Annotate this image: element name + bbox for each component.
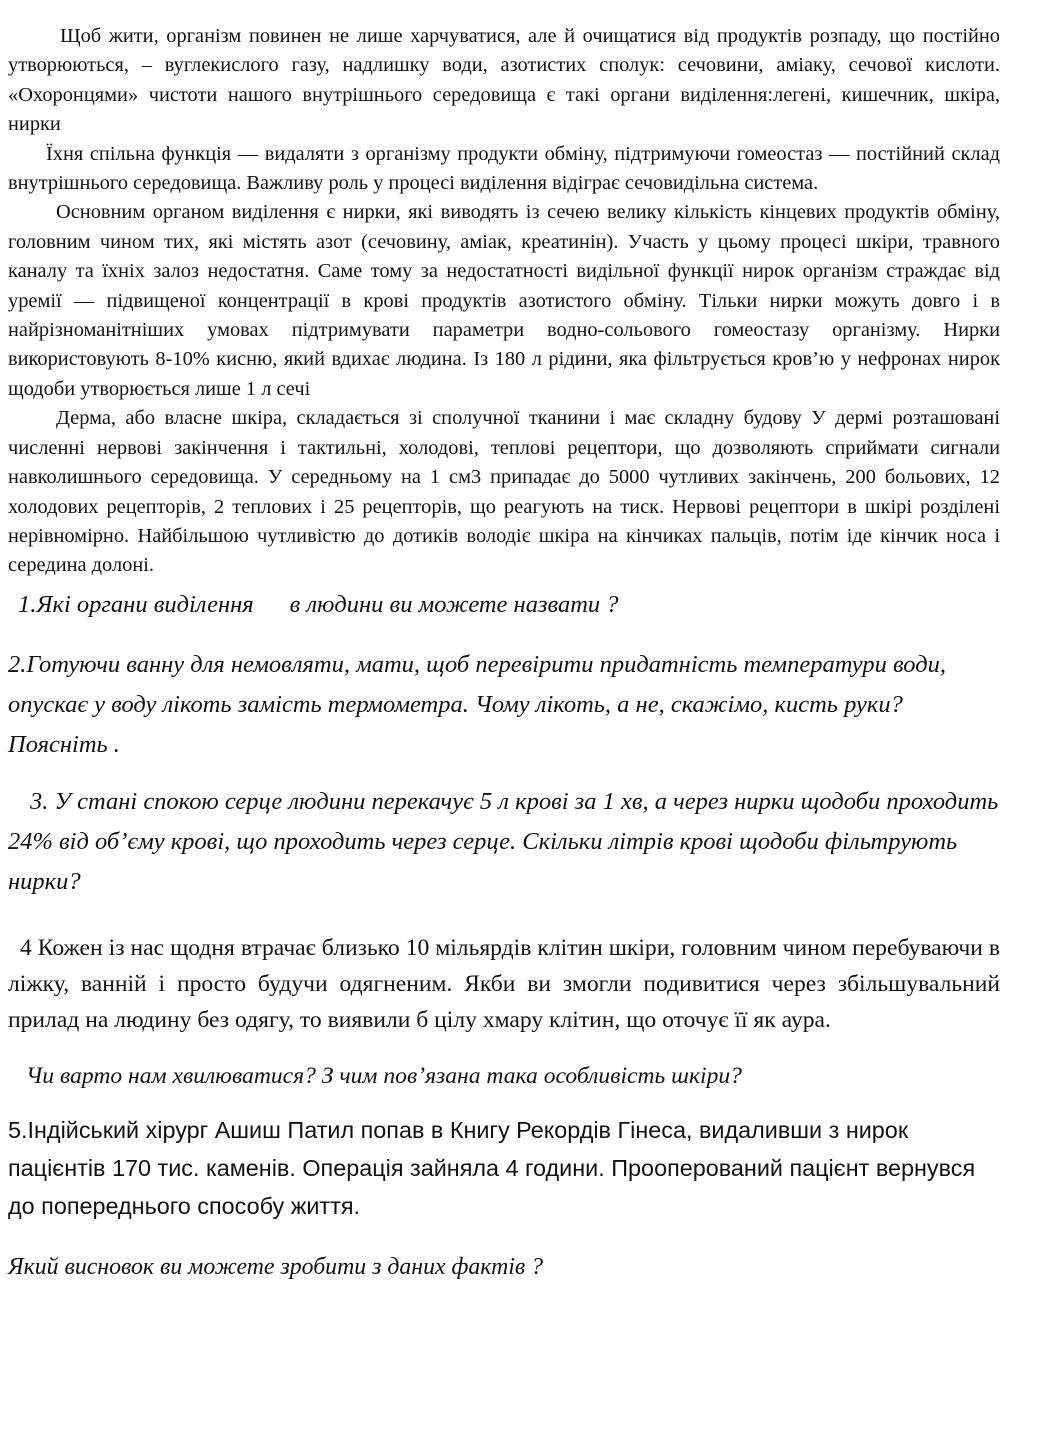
document-page	[8, 22, 1000, 1287]
question-5-prompt: Який висновок ви можете зробити з даних фактів ?	[8, 1253, 544, 1280]
paragraph-common-function: Їхня спільна функція — видаляти з організму продукти обміну, підтримуючи гомеостаз — постійний склад внутрішнього середовища. Важливу роль у процесі виділення відіграє сечовидільна система.	[8, 142, 1000, 195]
question-3: 3. У стані спокою серце людини перекачує 5 л крові за 1 хв, а через нирки щодоби проходить 24% від об’єму крові, що проходить через серце. Скільки літрів крові щодоби фільтрують нирки?	[8, 787, 999, 895]
question-4: 4 Кожен із нас щодня втрачає близько 10 мільярдів клітин шкіри, головним чином перебуваючи в ліжку, ванній і просто будучи одягненим. Якби ви змогли подивитися через збільшувальний прилад на людину без одягу, то виявили б цілу хмару клітин, що оточує її як аура.	[8, 934, 1000, 1033]
question-1-part-2: в людини ви можете назвати ?	[289, 590, 619, 618]
paragraph-dermis: Дерма, або власне шкіра, складається зі сполучної тканини і має складну будову У дермі розташовані численні нервові закінчення і тактильні, холодові, теплові рецептори, що дозволяють сприймати сигнали навколишнього середовища. У середньому на 1 см3 припадає до 5000 чутливих закінчень, 200 больових, 12 холодових рецепторів, 2 теплових і 25 рецепторів, що реагують на тиск. Нервові рецептори в шкірі розділені нерівномірно. Найбільшою чутливістю до дотиків володіє шкіра на кінчиках пальців, потім іде кінчик носа і середина долоні.	[8, 407, 1000, 577]
question-4-prompt: Чи варто нам хвилюватися? З чим пов’язана така особливість шкіри?	[26, 1062, 742, 1089]
paragraph-excretion-intro: Щоб жити, організм повинен не лише харчуватися, але й очищатися від продуктів розпаду, що постійно утворюються, – вуглекислого газу, надлишку води, азотистих сполук: сечовини, аміаку, сечової кислоти. «Охоронцями» чистоти нашого внутрішнього середовища є такі органи виділення:легені, кишечник, шкіра, нирки	[8, 25, 1000, 136]
question-1-part-1: 1.Які органи виділення	[18, 590, 254, 618]
paragraph-kidneys: Основним органом виділення є нирки, які виводять із сечею велику кількість кінцевих продуктів обміну, головним чином тих, які містять азот (сечовину, аміак, креатинін). Участь у цьому процесі шкіри, травного каналу та їхніх залоз недостатня. Саме тому за недостатності видільної функції нирок організм страждає від уремії — підвищеної концентрації в крові продуктів азотистого обміну. Тільки нирки можуть довго і в найрізноманітніших умовах підтримувати параметри водно-сольового гомеостазу організму. Нирки використовують 8-10% кисню, який вдихає людина. Із 180 л рідини, яка фільтрується кров’ю у нефронах нирок щодоби утворюється лише 1 л сечі	[8, 201, 1000, 400]
question-1	[8, 585, 1000, 625]
question-2: 2.Готуючи ванну для немовляти, мати, щоб перевірити придатність температури води, опускає у воду лікоть замість термометра. Чому лікоть, а не, скажімо, кисть руки?Поясніть .	[8, 650, 946, 758]
question-5: 5.Індійський хірург Ашиш Патил попав в Книгу Рекордів Гінеса, видаливши з нирок пацієнтів 170 тис. каменів. Операція зайняла 4 години. Прооперований пацієнт вернувся до попереднього способу життя.	[8, 1116, 976, 1219]
